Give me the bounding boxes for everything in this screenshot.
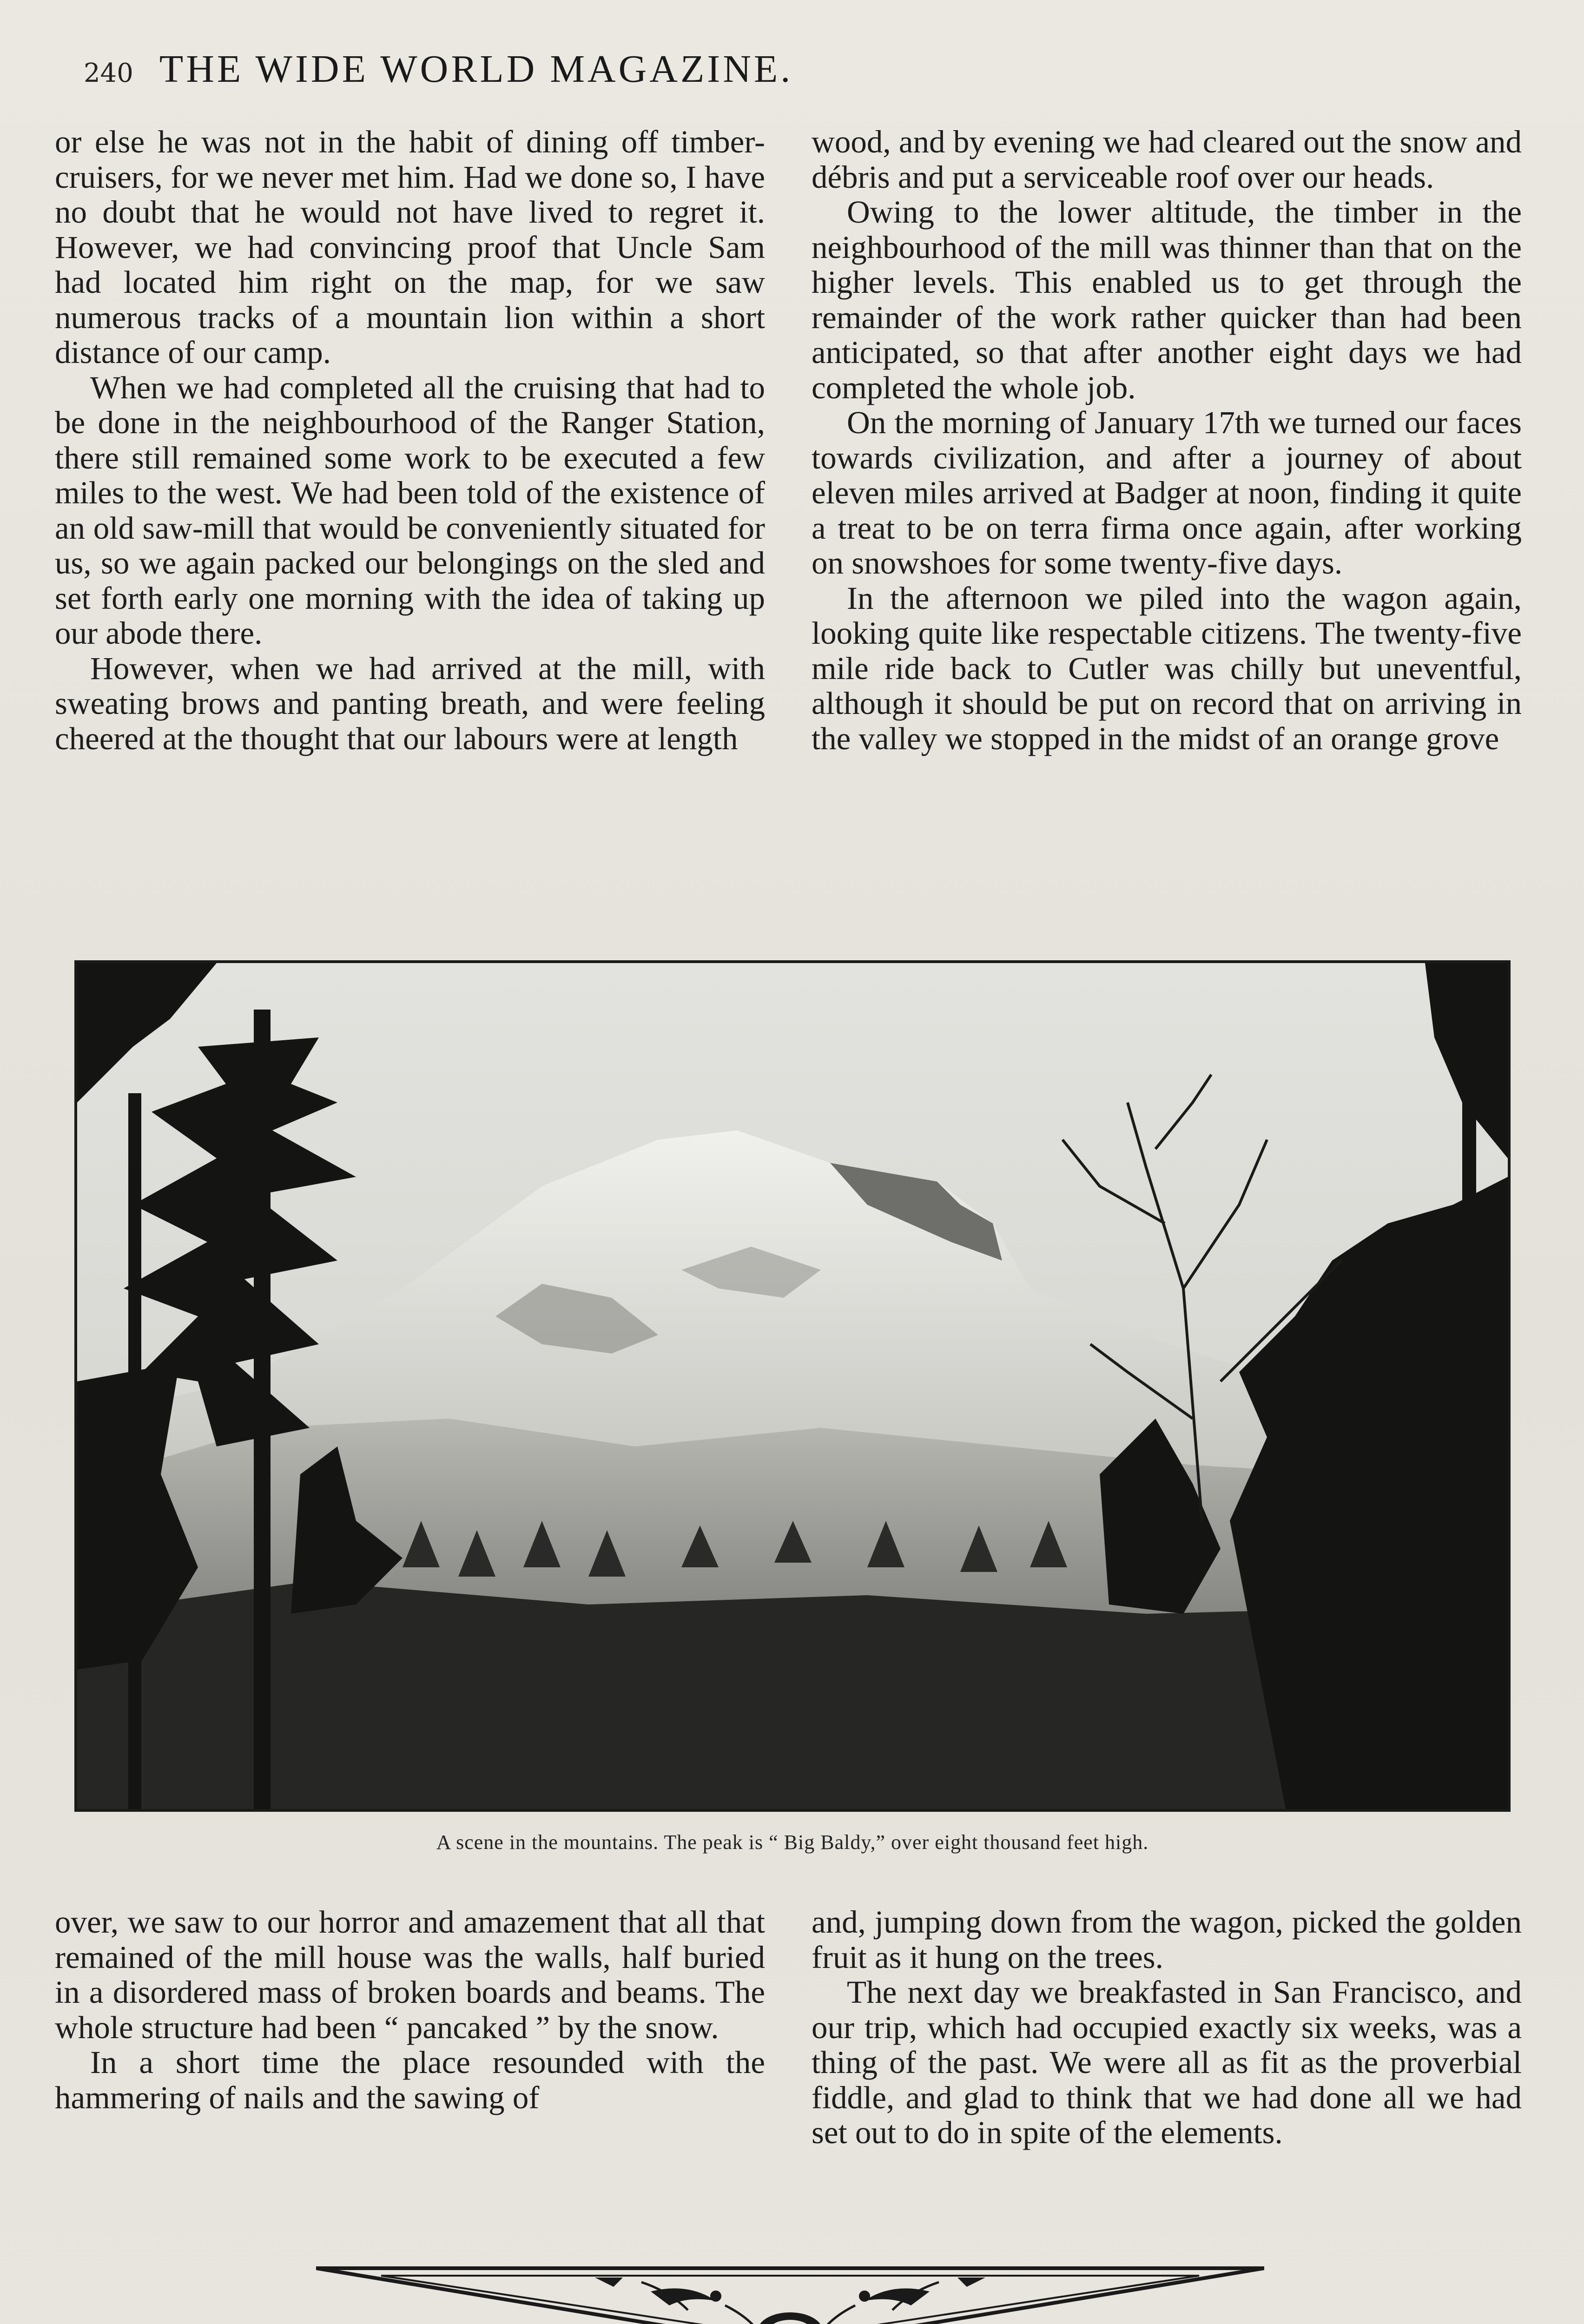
photo-caption: A scene in the mountains. The peak is “ Big Baldy,” over eight thousand feet high.: [436, 1831, 1149, 1854]
paragraph: and, jumping down from the wagon, picked the golden fruit as it hung on the trees.: [812, 1904, 1522, 1975]
column-bottom-right: [812, 1905, 1522, 2151]
magazine-title: THE WIDE WORLD MAGAZINE.: [159, 47, 793, 91]
paragraph: On the morning of January 17th we turned our faces towards civilization, and after a journey of about eleven miles arrived at Badger at noon, finding it quite a treat to be on terra firma once again, after working on snowshoes for some twenty-five days.: [812, 405, 1522, 581]
column-top-left: [55, 125, 765, 756]
paragraph: In a short time the place resounded with the hammering of nails and the sawing of: [55, 2045, 765, 2115]
paragraph: The next day we breakfasted in San Francisco, and our trip, which had occupied exactly six weeks, was a thing of the past. We were all as fit as the proverbial fiddle, and glad to think that we had done all we had set out to do in spite of the elements.: [812, 1974, 1522, 2150]
paragraph: In the afternoon we piled into the wagon again, looking quite like respectable citizens. The twenty-five mile ride back to Cutler was chilly but uneventful, although it should be put on record that on arriving in the valley we stopped in the midst of an orange grove: [812, 580, 1522, 756]
paragraph: When we had completed all the cruising that had to be done in the neighbourhood of the Ranger Station, there still remained some work to be executed a few miles to the west. We had been told of the existence of an old saw-mill that would be conveniently situated for us, so we again packed our belongings on the sled and set forth early one morning with the idea of taking up our abode there.: [55, 370, 765, 651]
paragraph: However, when we had arrived at the mill, with sweating brows and panting breath, and were feeling cheered at the thought that our labours were at length: [55, 650, 765, 756]
mountain-photograph: [74, 960, 1511, 1812]
column-bottom-left: [55, 1905, 765, 2115]
mountain-photo-illustration: [77, 963, 1508, 1809]
paragraph: over, we saw to our horror and amazement that all that remained of the mill house was the walls, half buried in a disordered mass of broken boards and beams. The whole structure had been “ pancaked ” by the snow.: [55, 1904, 765, 2045]
running-head: [84, 46, 793, 98]
tailpiece-ornament-icon: [316, 2250, 1264, 2324]
paragraph: wood, and by evening we had cleared out the snow and débris and put a serviceable roof over our heads.: [812, 124, 1522, 195]
paragraph: Owing to the lower altitude, the timber in the neighbourhood of the mill was thinner than that on the higher levels. This enabled us to get through the remainder of the work rather quicker than had been anticipated, so that after another eight days we had completed the whole job.: [812, 194, 1522, 405]
column-top-right: [812, 125, 1522, 756]
paragraph: or else he was not in the habit of dining off timber-cruisers, for we never met him. Had we done so, I have no doubt that he would not have lived to regret it. However, we had convincing proof that Uncle Sam had located him right on the map, for we saw numerous tracks of a mountain lion within a short distance of our camp.: [55, 124, 765, 370]
page-number: 240: [84, 58, 133, 88]
